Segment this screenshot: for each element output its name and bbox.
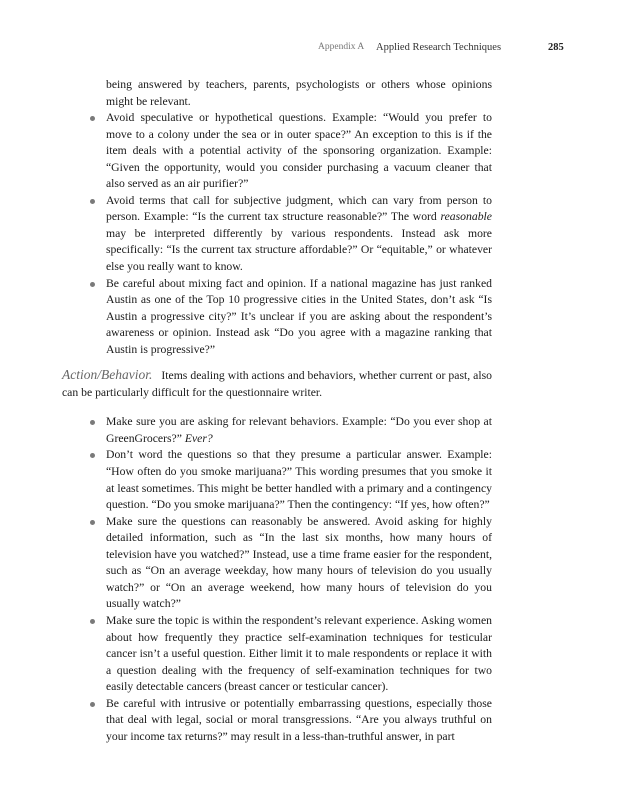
bullet-dot xyxy=(90,420,95,425)
bullet-item xyxy=(62,193,492,276)
section-intro-text: Items dealing with actions and behaviors, whether current or past, also can be particularly difficult for the questionnaire writer. xyxy=(62,369,493,399)
bullet-text: Don’t word the questions so that they presume a particular answer. Example: “How often do you smoke marijuana?” This wording presumes that you smoke it at least sometimes. This might be better handled with a primary and a contingency question. “Do you smoke marijuana?” Then the contingency: “If yes, how often?” xyxy=(106,448,492,512)
emphasized-text: Ever? xyxy=(184,431,213,445)
bullet-item xyxy=(62,696,492,746)
page-body xyxy=(62,77,492,745)
section-paragraph xyxy=(62,367,492,401)
bullet-dot xyxy=(90,520,95,525)
bullet-text: Make sure the topic is within the respondent’s relevant experience. Asking women about how frequently they practice self-examination techniques for testicular cancer isn’t a useful question. Either limit it to male respondents or replace it with a question dealing with the frequency of self-examination techniques for two easily detectable cancers (breast cancer or testicular cancer). xyxy=(106,613,492,694)
bullet-dot xyxy=(90,116,95,121)
section-title: Action/Behavior. xyxy=(62,367,153,383)
bullet-text: Make sure you are asking for relevant behaviors. Example: “Do you ever shop at GreenGrocers?” xyxy=(106,415,492,445)
bullet-text: Make sure the questions can reasonably be answered. Avoid asking for highly detailed information, such as “In the last six months, how many hours of television have you watched?” Instead, use a time frame easier for the respondent, such as “On an average weekday, how many hours of television do you usually watch?” or “On an average weekend, how many hours of television do you usually watch?” xyxy=(106,514,492,611)
bullet-item xyxy=(62,514,492,613)
running-title: Applied Research Techniques xyxy=(376,42,502,53)
bullet-dot xyxy=(90,282,95,287)
bullet-item xyxy=(62,276,492,359)
bullet-text: Be careful with intrusive or potentially embarrassing questions, especially those that deal with legal, social or moral transgressions. “Are you always truthful on your income tax returns?” may result in a less-than-truthful answer, in part xyxy=(106,696,492,743)
bullet-item xyxy=(62,414,492,447)
bullet-text: Avoid terms that call for subjective judgment, which can vary from person to person. Example: “Is the current tax structure reasonable?” The word xyxy=(106,193,492,224)
bullet-list-behavior xyxy=(62,414,492,745)
bullet-dot xyxy=(90,619,95,624)
continuation-paragraph: being answered by teachers, parents, psychologists or others whose opinions might be relevant. xyxy=(106,78,492,108)
page-number: 285 xyxy=(548,42,564,53)
bullet-text: Avoid speculative or hypothetical questions. Example: “Would you prefer to move to a colony under the sea or in outer space?” An exception to this is if the item deals with a potential activity of the sponsoring organization. Example: “Given the opportunity, would you consider purchasing a vacuum cleaner that also served as an air purifier?” xyxy=(106,111,492,191)
bullet-list-opinion xyxy=(62,110,492,358)
emphasized-text: reasonable xyxy=(440,210,492,224)
appendix-label: Appendix A xyxy=(318,42,365,52)
bullet-item xyxy=(62,447,492,513)
bullet-text: Be careful about mixing fact and opinion. If a national magazine has just ranked Austin as one of the Top 10 progressive cities in the United States, don’t ask “Is Austin a progressive city?” It’s unclear if you are asking about the respondent’s awareness or opinion. Instead ask “Do you agree with a magazine ranking that Austin is progressive?” xyxy=(106,276,492,356)
running-header xyxy=(0,42,643,58)
bullet-text: may be interpreted differently by various respondents. Instead ask more specifically: “Is the current tax structure affordable?” Or “equitable,” or whatever else you really want to know. xyxy=(106,226,492,274)
bullet-dot xyxy=(90,199,95,204)
bullet-dot xyxy=(90,453,95,458)
bullet-item xyxy=(62,613,492,696)
bullet-dot xyxy=(90,702,95,707)
bullet-item xyxy=(62,110,492,193)
